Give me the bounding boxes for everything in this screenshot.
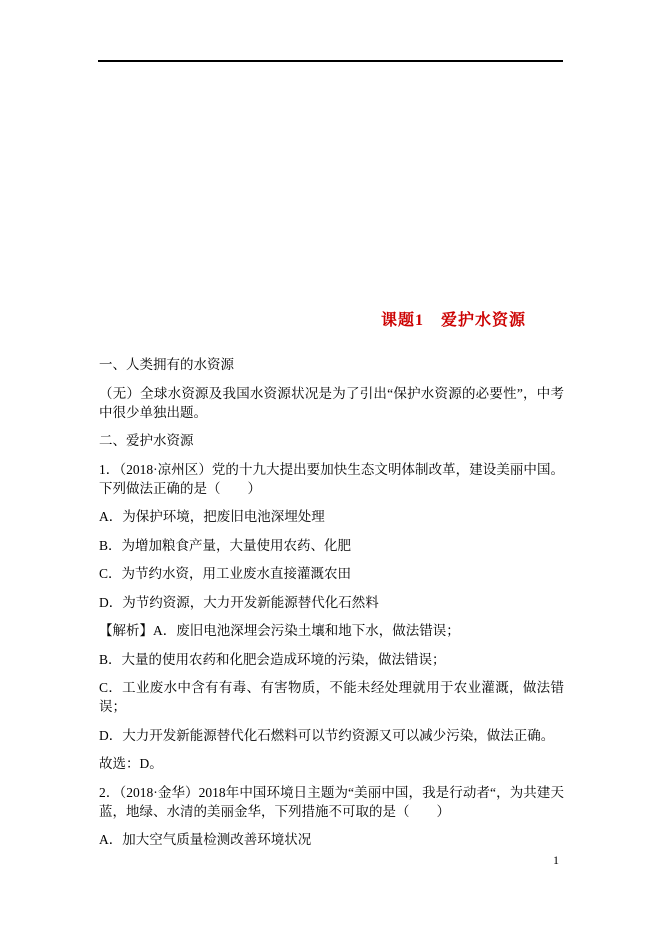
question-1-option-d: D．为节约资源，大力开发新能源替代化石然料 <box>99 594 379 610</box>
question-1-stem: 1．（2018·凉州区）党的十九大提出要加快生态文明体制改革，建设美丽中国。下列做法正确的是（ ） <box>99 461 564 496</box>
question-1-option-a: A．为保护环境，把废旧电池深埋处理 <box>99 509 325 524</box>
page-title: 课题1 爱护水资源 <box>381 312 527 329</box>
document-body <box>99 355 564 859</box>
question-1-analysis-a: 【解析】A．废旧电池深埋会污染土壤和地下水，做法错误； <box>99 623 460 638</box>
question-1-analysis-c: C．工业废水中含有有毒、有害物质，不能未经处理就用于农业灌溉，做法错误； <box>99 680 564 714</box>
section-2-heading: 二、爱护水资源 <box>99 433 194 448</box>
question-2-option-a: A．加大空气质量检测改善环境状况 <box>99 832 312 847</box>
question-1-option-c: C．为节约水资，用工业废水直接灌溉农田 <box>99 566 352 581</box>
section-1-heading: 一、人类拥有的水资源 <box>99 357 234 372</box>
question-1-answer: 故选：D。 <box>99 756 163 771</box>
page-number: 1 <box>553 853 559 867</box>
header-rule <box>98 60 563 62</box>
question-1-analysis-d: D．大力开发新能源替代化石燃料可以节约资源又可以减少污染，做法正确。 <box>99 727 555 743</box>
question-1-option-b: B．为增加粮食产量，大量使用农药、化肥 <box>99 537 352 553</box>
question-1-analysis-b: B．大量的使用农药和化肥会造成环境的污染，做法错误； <box>99 651 446 667</box>
question-2-stem: 2．（2018·金华）2018年中国环境日主题为“美丽中国，我是行动者“，为共建天蓝，地绿、水清的美丽金华，下列措施不可取的是（ ） <box>99 784 564 819</box>
section-1-note: （无）全球水资源及我国水资源状况是为了引出“保护水资源的必要性”，中考中很少单独出题。 <box>99 385 564 420</box>
